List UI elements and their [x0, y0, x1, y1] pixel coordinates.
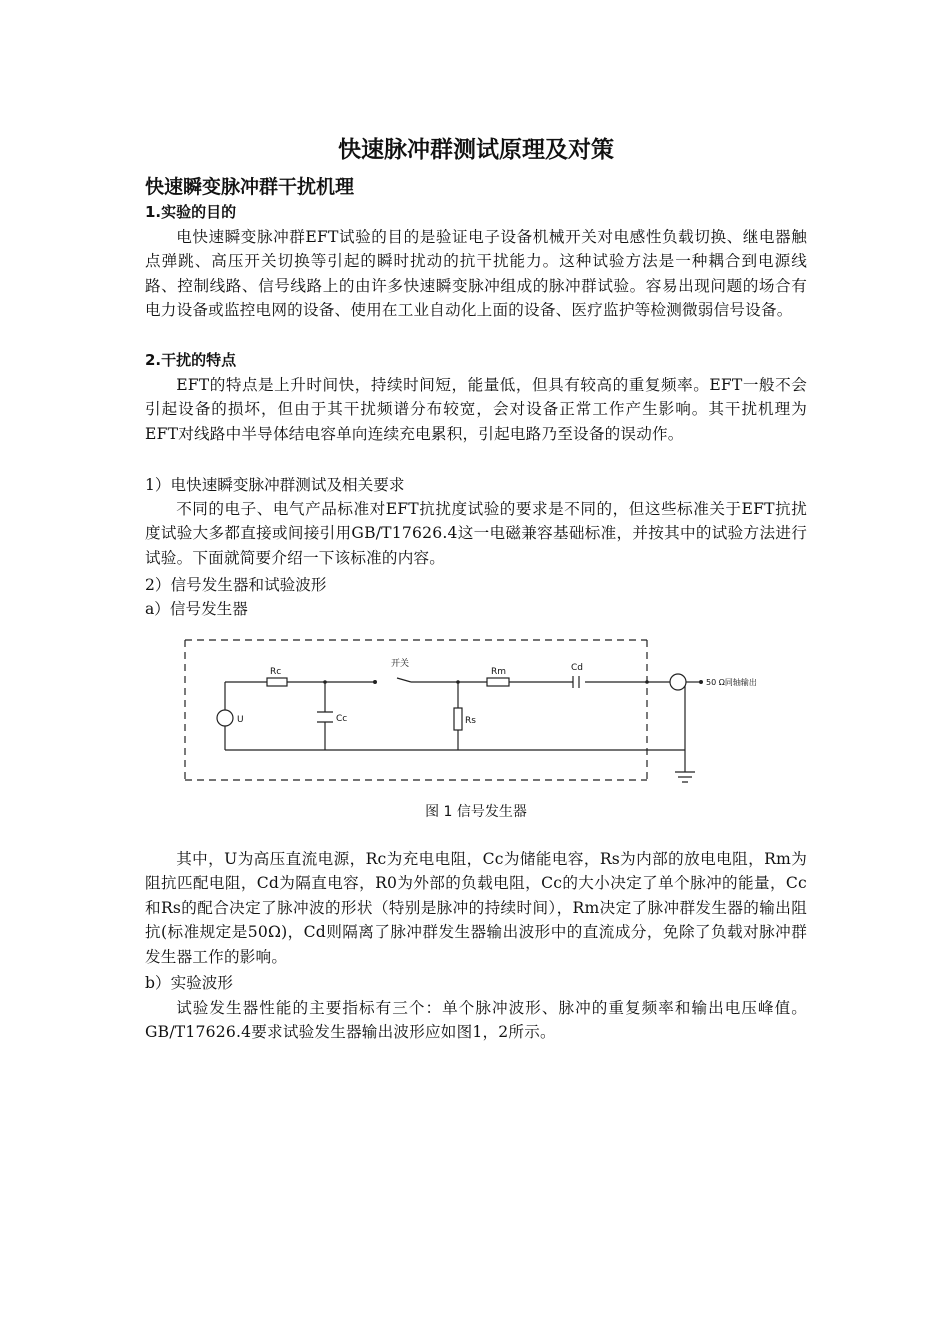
resistor-rc — [267, 678, 287, 686]
label-cd: Cd — [571, 663, 583, 673]
switch-contact — [373, 680, 377, 684]
figure-caption: 图 1 信号发生器 — [425, 804, 527, 820]
label-source-u: U — [237, 715, 244, 725]
paragraph-interference-features: EFT的特点是上升时间快，持续时间短，能量低，但具有较高的重复频率。EFT一般不会引起设备的损坏，但由于其干扰频谱分布较宽，会对设备正常工作产生影响。其干扰机理为EFT对线路中半导体结电容单向连续充电累积，引起电路乃至设备的误动作。 — [145, 376, 807, 443]
label-cc: Cc — [336, 714, 348, 724]
subheading-test-waveform: b）实验波形 — [145, 974, 233, 992]
label-rm: Rm — [491, 667, 507, 677]
label-rs: Rs — [465, 716, 476, 726]
signal-generator-circuit-diagram — [175, 632, 757, 787]
subheading-generator-and-waveform: 2）信号发生器和试验波形 — [145, 576, 327, 594]
document-title: 快速脉冲群测试原理及对策 — [338, 137, 614, 163]
paragraph-component-description: 其中，U为高压直流电源，Rc为充电电阻，Cc为储能电容，Rs为内部的放电电阻，Rm为阻抗匹配电阻，Cd为隔直电容，R0为外部的负载电阻，Cc的大小决定了单个脉冲的能量，Cc和Rs的配合决定了脉冲波的形状（特别是脉冲的持续时间），Rm决定了脉冲群发生器的输出阻抗(标准规定是50Ω)，Cd则隔离了脉冲群发生器输出波形中的直流成分，免除了负载对脉冲群发生器工作的影响。 — [145, 850, 807, 966]
label-coax-output: 50 Ω同轴输出 — [706, 678, 757, 687]
label-switch: 开关 — [391, 659, 410, 669]
heading-interference-features: 2.干扰的特点 — [145, 351, 237, 369]
enclosure-dashed-border — [185, 640, 647, 780]
section-heading: 快速瞬变脉冲群干扰机理 — [145, 176, 355, 198]
label-rc: Rc — [270, 667, 282, 677]
voltage-source-symbol — [217, 710, 233, 726]
paragraph-eft-test-requirements: 不同的电子、电气产品标准对EFT抗扰度试验的要求是不同的，但这些标准关于EFT抗扰度试验大多都直接或间接引用GB/T17626.4这一电磁兼容基础标准，并按其中的试验方法进行试验。下面就简要介绍一下该标准的内容。 — [145, 500, 807, 567]
resistor-rm — [487, 678, 509, 686]
paragraph-experiment-purpose: 电快速瞬变脉冲群EFT试验的目的是验证电子设备机械开关对电感性负载切换、继电器触点弹跳、高压开关切换等引起的瞬时扰动的抗干扰能力。这种试验方法是一种耦合到电源线路、控制线路、信号线路上的由许多快速瞬变脉冲组成的脉冲群试验。容易出现问题的场合有电力设备或监控电网的设备、使用在工业自动化上面的设备、医疗监护等检测微弱信号设备。 — [145, 228, 807, 320]
coax-output-symbol — [670, 674, 686, 690]
heading-experiment-purpose: 1.实验的目的 — [145, 203, 237, 221]
subheading-signal-generator: a）信号发生器 — [145, 600, 248, 618]
paragraph-waveform-requirements: 试验发生器性能的主要指标有三个：单个脉冲波形、脉冲的重复频率和输出电压峰值。GB/T17626.4要求试验发生器输出波形应如图1，2所示。 — [145, 999, 807, 1042]
subheading-eft-test-requirements: 1）电快速瞬变脉冲群测试及相关要求 — [145, 476, 405, 494]
resistor-rs — [454, 708, 462, 730]
